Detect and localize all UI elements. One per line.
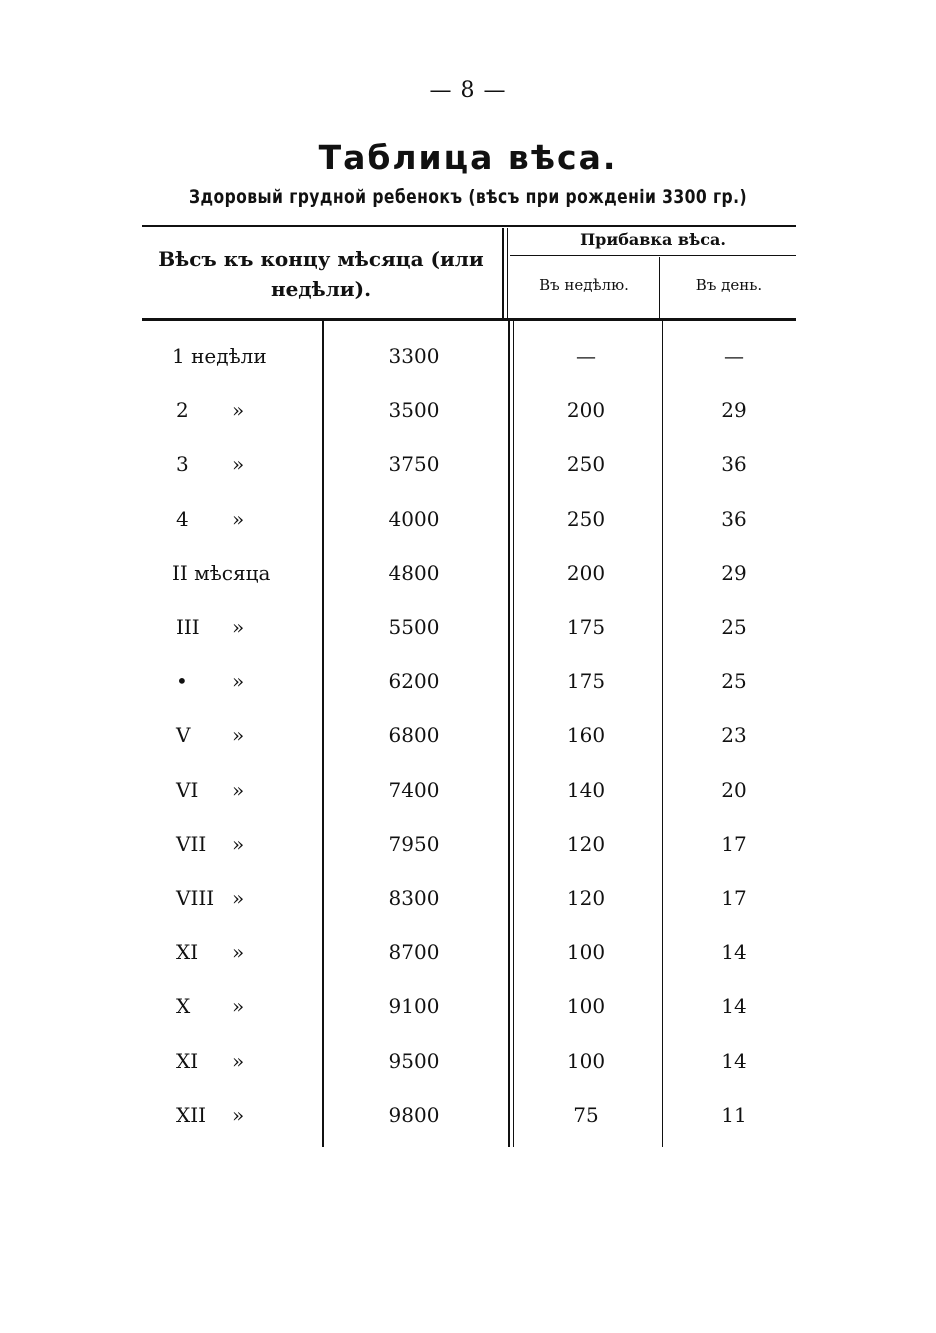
weight-cell: 6800: [388, 723, 440, 747]
period-cell: 2: [176, 398, 189, 422]
ditto-mark-cell: »: [232, 669, 245, 693]
weight-cell: 8300: [388, 886, 440, 910]
header-divider-2: [507, 228, 508, 318]
page-number: — 8 —: [429, 78, 507, 103]
gain-day-cell: 14: [721, 940, 747, 964]
gain-week-cell: 200: [566, 561, 606, 585]
header-divider-3: [659, 257, 660, 318]
period-cell: VII: [176, 832, 207, 856]
period-cell: VI: [176, 778, 199, 802]
ditto-mark-cell: »: [232, 1049, 245, 1073]
weight-cell: 4800: [388, 561, 440, 585]
gain-week-cell: 120: [566, 886, 606, 910]
weight-column-header: Вѣсъ къ концу мѣсяца (или недѣли).: [158, 247, 484, 301]
weight-cell: 7950: [388, 832, 440, 856]
period-cell: 3: [176, 452, 189, 476]
per-day-header: Въ день.: [695, 276, 763, 294]
weight-gain-header: Прибавка вѣса.: [580, 230, 726, 249]
gain-day-cell: 17: [721, 832, 747, 856]
period-cell: XII: [176, 1103, 207, 1127]
gain-week-cell: 200: [566, 398, 606, 422]
ditto-mark-cell: »: [232, 615, 245, 639]
body-divider-day: [662, 321, 663, 1147]
gain-day-cell: 36: [721, 452, 747, 476]
period-cell: III: [176, 615, 200, 639]
period-cell: V: [176, 723, 191, 747]
gain-day-cell: 20: [721, 778, 747, 802]
weight-cell: 7400: [388, 778, 440, 802]
gain-day-cell: 23: [721, 723, 747, 747]
gain-week-cell: 100: [566, 994, 606, 1018]
ditto-mark-cell: »: [232, 832, 245, 856]
gain-week-cell: 250: [566, 507, 606, 531]
weight-cell: 8700: [388, 940, 440, 964]
weight-cell: 3500: [388, 398, 440, 422]
gain-week-cell: 100: [566, 1049, 606, 1073]
weight-cell: 6200: [388, 669, 440, 693]
gain-week-cell: 175: [566, 615, 606, 639]
gain-week-cell: 250: [566, 452, 606, 476]
period-cell: XI: [176, 1049, 199, 1073]
gain-week-cell: 175: [566, 669, 606, 693]
ditto-mark-cell: »: [232, 1103, 245, 1127]
ditto-mark-cell: »: [232, 507, 245, 531]
gain-week-cell: 120: [566, 832, 606, 856]
weight-cell: 4000: [388, 507, 440, 531]
period-cell: 1 недѣли: [172, 344, 267, 368]
weight-cell: 9800: [388, 1103, 440, 1127]
weight-cell: 9500: [388, 1049, 440, 1073]
ditto-mark-cell: »: [232, 723, 245, 747]
ditto-mark-cell: »: [232, 940, 245, 964]
ditto-mark-cell: »: [232, 398, 245, 422]
period-cell: •: [176, 669, 188, 693]
per-week-header: Въ недѣлю.: [539, 276, 629, 294]
period-cell: X: [176, 994, 191, 1018]
weight-cell: 3300: [388, 344, 440, 368]
gain-day-cell: 11: [721, 1103, 747, 1127]
header-divider-1: [502, 228, 504, 318]
body-divider-gain-2: [513, 321, 514, 1147]
ditto-mark-cell: »: [232, 452, 245, 476]
page-subtitle: Здоровый грудной ребенокъ (вѣсъ при рожденіи 3300 гр.): [189, 186, 747, 208]
period-cell: XI: [176, 940, 199, 964]
gain-day-cell: 14: [721, 994, 747, 1018]
gain-week-cell: 100: [566, 940, 606, 964]
gain-week-cell: 75: [573, 1103, 599, 1127]
gain-day-cell: 14: [721, 1049, 747, 1073]
gain-day-cell: 29: [721, 561, 747, 585]
ditto-mark-cell: »: [232, 778, 245, 802]
weight-cell: 9100: [388, 994, 440, 1018]
gain-day-cell: 25: [721, 615, 747, 639]
gain-day-cell: 25: [721, 669, 747, 693]
gain-week-cell: 140: [566, 778, 606, 802]
weight-cell: 3750: [388, 452, 440, 476]
ditto-mark-cell: »: [232, 886, 245, 910]
weight-cell: 5500: [388, 615, 440, 639]
gain-day-cell: —: [724, 344, 744, 368]
body-divider-gain-1: [508, 321, 510, 1147]
period-cell: II мѣсяца: [172, 561, 271, 585]
ditto-mark-cell: »: [232, 994, 245, 1018]
period-cell: VIII: [176, 886, 215, 910]
period-cell: 4: [176, 507, 189, 531]
body-divider-weight: [322, 321, 324, 1147]
gain-week-cell: —: [576, 344, 596, 368]
gain-week-cell: 160: [566, 723, 606, 747]
table-top-rule: [142, 225, 796, 227]
header-bottom-rule: [142, 318, 796, 321]
gain-day-cell: 36: [721, 507, 747, 531]
gain-day-cell: 29: [721, 398, 747, 422]
page-title: Таблица вѣса.: [318, 138, 618, 177]
gain-header-rule: [510, 255, 796, 256]
gain-day-cell: 17: [721, 886, 747, 910]
